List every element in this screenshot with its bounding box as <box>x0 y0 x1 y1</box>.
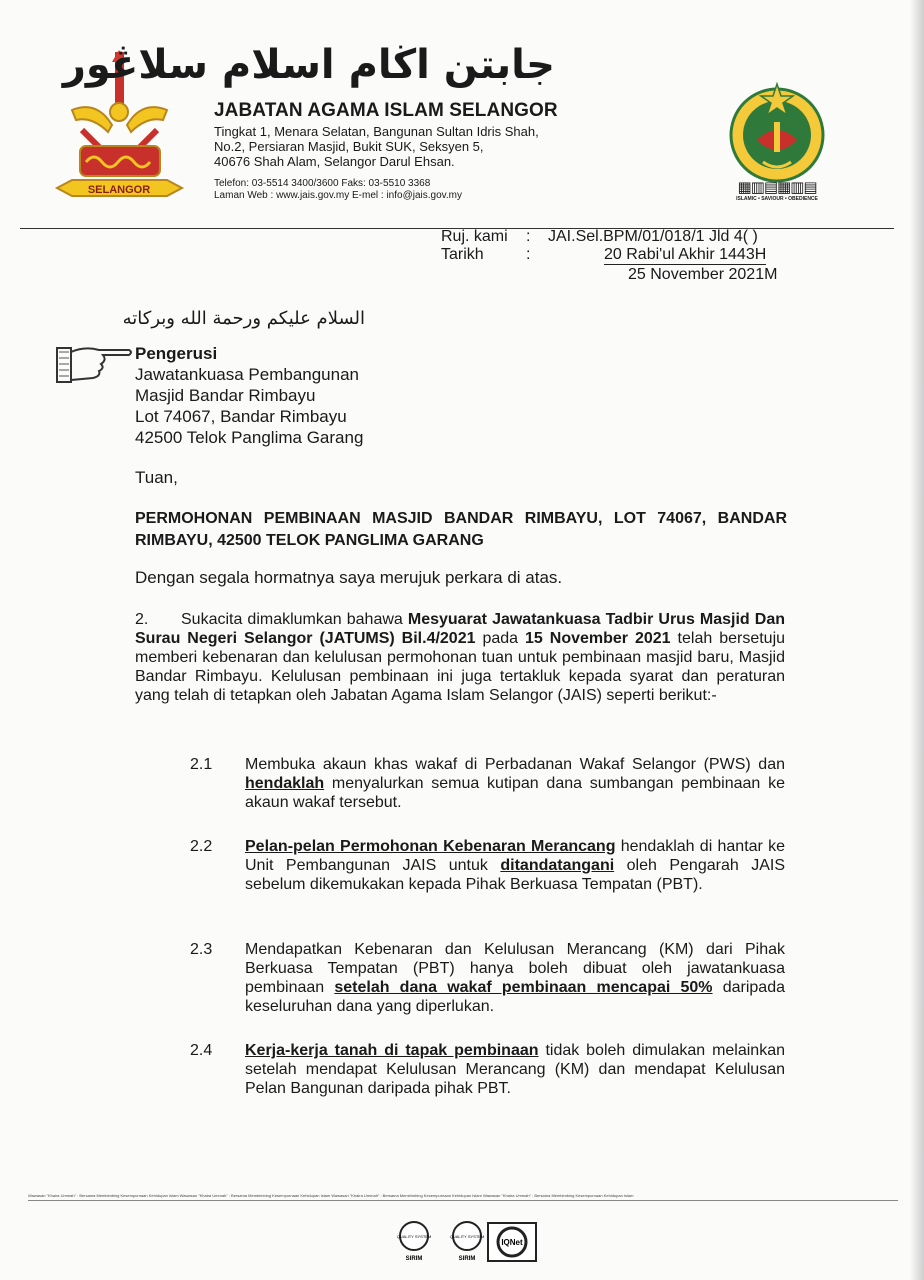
motto-text: ISLAMIC • SAVIOUR • OBEDIENCE <box>736 196 818 202</box>
item-number: 2.4 <box>190 1042 213 1059</box>
recipient-title: Pengerusi <box>135 344 218 363</box>
address-line: Tingkat 1, Menara Selatan, Bangunan Sultan Idris Shah, <box>214 124 539 139</box>
pointing-hand-icon <box>55 338 135 388</box>
item-number: 2.1 <box>190 756 213 773</box>
item-text-part: daripada keseluruhan dana yang diperlukan. <box>245 979 785 1015</box>
item-text-part: tidak boleh dimulakan melainkan setelah mendapat Kelulusan Merancang (KM) dan mendapat Kelulusan Pelan Bangunan daripada pihak PBT. <box>245 1042 785 1097</box>
recipient-block <box>135 343 363 448</box>
recipient-line: Lot 74067, Bandar Rimbayu <box>135 407 347 426</box>
paragraph-2 <box>135 610 785 705</box>
item-text-part: Membuka akaun khas wakaf di Perbadanan Wakaf Selangor (PWS) dan <box>245 756 785 773</box>
sirim-quality-badge <box>447 1220 487 1264</box>
iqnet-badge <box>487 1222 537 1262</box>
item-underlined: Kerja-kerja tanah di tapak pembinaan <box>245 1042 539 1059</box>
item-text-part: oleh Pengarah JAIS sebelum dikemukakan kepada Pihak Berkuasa Tempatan (PBT). <box>245 857 786 893</box>
item-underlined: setelah dana wakaf pembinaan mencapai 50% <box>334 979 713 996</box>
para-text: telah bersetuju memberi kebenaran dan kelulusan permohonan tuan untuk pembinaan masjid baru, Masjid Bandar Rimbayu. Kelulusan pembinaan ini juga tertakluk kepada syarat dan peraturan yang telah di tetapkan oleh Jabatan Agama Islam Selangor (JAIS) seperti berikut:- <box>135 630 786 704</box>
item-underlined: hendaklah <box>245 775 325 792</box>
item-text <box>245 1041 785 1098</box>
para-bold-text: Mesyuarat Jawatankuasa Tadbir Urus Masjid Dan Surau Negeri Selangor (JATUMS) Bil.4/2021 <box>135 611 785 647</box>
gregorian-date: 25 November 2021M <box>628 266 778 283</box>
item-number: 2.3 <box>190 941 213 958</box>
hijri-date: 20 Rabi'ul Akhir 1443H <box>604 246 767 263</box>
item-text-part: menyalurkan semua kutipan dana sumbangan pembinaan ke akaun wakaf tersebut. <box>245 775 785 811</box>
item-text <box>245 940 785 1016</box>
subject-heading: PERMOHONAN PEMBINAAN MASJID BANDAR RIMBAYU, LOT 74067, BANDAR RIMBAYU, 42500 TELOK PANGLIMA GARANG <box>135 510 787 549</box>
sirim-label: SIRIM <box>458 1256 476 1262</box>
sirim-label: SIRIM <box>405 1256 423 1262</box>
sirim-quality-badge <box>394 1220 434 1264</box>
address-line: No.2, Persiaran Masjid, Bukit SUK, Seksyen 5, <box>214 139 484 154</box>
crest-banner-text: SELANGOR <box>87 184 151 196</box>
paragraph-number: 2. <box>135 611 149 628</box>
recipient-line: 42500 Telok Panglima Garang <box>135 428 364 447</box>
item-text-part: hendaklah di hantar ke Unit Pembangunan JAIS untuk <box>245 838 786 874</box>
opening-line: Dengan segala hormatnya saya merujuk perkara di atas. <box>135 568 563 587</box>
item-text <box>245 755 785 812</box>
jawi-greeting: السلام عليكم ورحمة الله وبركاته <box>122 308 365 329</box>
jawi-motto-mark: ▦▥▤▦▥▤ <box>737 179 817 196</box>
item-text-part: Mendapatkan Kebenaran dan Kelulusan Merancang (KM) dari Pihak Berkuasa Tempatan (PBT) hanya boleh dibuat oleh jawatankuasa pembinaan <box>245 941 785 996</box>
ruj-label: Ruj. kami <box>441 228 508 245</box>
jawi-title: جابتن اڬام اسلام سلاڠور <box>62 42 555 88</box>
footer-divider <box>28 1200 898 1201</box>
item-underlined: Pelan-pelan Permohonan Kebenaran Merancang <box>245 838 616 855</box>
para-text: pada <box>475 630 526 647</box>
recipient-line: Jawatankuasa Pembangunan <box>135 365 359 384</box>
para-bold-date: 15 November 2021 <box>525 630 671 647</box>
para-text: Sukacita dimaklumkan bahawa <box>181 611 408 628</box>
org-contact <box>214 178 462 202</box>
tarikh-label: Tarikh <box>441 246 484 263</box>
ruj-colon: : <box>526 228 531 245</box>
salutation: Tuan, <box>135 468 178 487</box>
phone-fax: Telefon: 03-5514 3400/3600 Faks: 03-5510 3368 <box>214 178 431 189</box>
jais-emblem-logo <box>725 80 830 185</box>
item-text <box>245 837 785 894</box>
ruj-value: JAI.Sel.BPM/01/018/1 Jld 4( ) <box>548 228 758 245</box>
page-edge-shadow <box>910 0 924 1280</box>
iqnet-label: IQNet <box>501 1238 523 1247</box>
org-name: JABATAN AGAMA ISLAM SELANGOR <box>214 100 558 121</box>
web-email: Laman Web : www.jais.gov.my E-mel : info@jais.gov.my <box>214 190 463 201</box>
tarikh-colon: : <box>526 246 531 263</box>
item-number: 2.2 <box>190 838 213 855</box>
cert-quality-text: QUALITY SYSTEM <box>449 1234 485 1239</box>
footer-slogan: Wawasan "Khaira Ummah" : Bersama Membimbing Kesempurnaan Kehidupan Islam Wawasan "Khaira Ummah" : Bersama Membimbing Kesempurnaan Kehidupan Islam Wawasan "Khaira Ummah" : Bersama Membimbing Kesempurnaan Kehidupan Islam Wawasan "Khaira Ummah" : Bersama Membimbing Kesempurnaan Kehidupan Islam <box>28 1193 634 1198</box>
emblem-motto <box>722 180 832 202</box>
address-line: 40676 Shah Alam, Selangor Darul Ehsan. <box>214 154 455 169</box>
recipient-line: Masjid Bandar Rimbayu <box>135 386 316 405</box>
cert-quality-text: QUALITY SYSTEM <box>396 1234 432 1239</box>
item-underlined: ditandatangani <box>500 857 615 874</box>
org-address <box>214 124 539 169</box>
